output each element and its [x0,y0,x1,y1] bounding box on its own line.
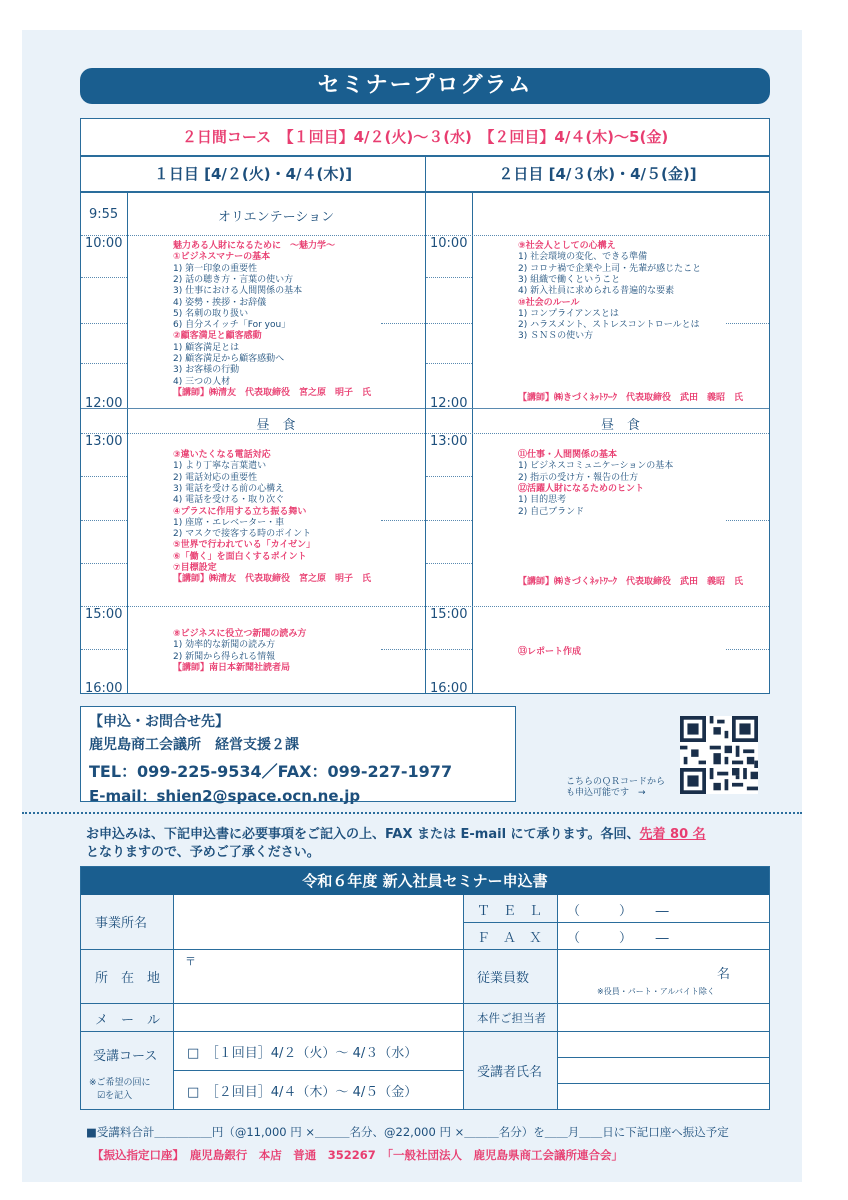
program-line: 4) 三つの人材 [173,376,231,387]
program-line: 2) 電話対応の重要性 [173,472,258,483]
time-label: 16:00 [430,681,468,696]
lunch-label: 昼 食 [256,418,296,433]
program-line: 3) 仕事における人間関係の基本 [173,286,303,297]
fax-label: Ｆ Ａ Ｘ [463,922,557,949]
program-line: 魅力ある人財になるために ～魅力学～ [173,241,336,251]
program-line: ⑤世界で行われている「カイゼン」 [173,540,316,551]
program-line: 2) 自己ブランド [518,506,585,517]
day1-schedule [80,192,426,694]
program-line: 2) 新聞から得られる情報 [173,651,276,662]
time-label: 10:00 [430,236,468,251]
program-line: 3) 組織で働くということ [518,274,621,285]
program-line: 2) 顧客満足から顧客感動へ [173,354,285,364]
attendee-field-2[interactable] [557,1057,769,1083]
tel-field[interactable]: （ ） ― [567,904,669,919]
contact-title: 【申込・お問合せ先】 [89,714,229,730]
application-form [80,866,770,1110]
attendee-field-1[interactable] [557,1031,769,1057]
day2-header: ２日目 [4/３(水)・4/５(金)] [425,156,770,192]
day1-header: １日目 [4/２(火)・4/４(木)] [80,156,426,192]
page-title: セミナープログラム [80,68,770,104]
program-line: 4) 新入社員に求められる普遍的な要素 [518,286,675,297]
program-line: ⑩社会のルール [518,297,580,308]
contact-tel[interactable]: TEL：099-225-9534／FAX：099-227-1977 [89,762,453,781]
program-line: 【講師】㈱清友 代表取締役 宮之原 明子 氏 [173,574,372,585]
employees-field[interactable]: 名 ※役員・パート・アルバイト除く [597,967,731,996]
program-line: ④プラスに作用する立ち振る舞い [173,506,307,517]
cut-line [22,812,802,814]
program-line: ⑪仕事・人間関係の基本 [518,450,618,460]
program-line: 【講師】南日本新聞社読者局 [173,662,291,673]
company-label: 事業所名 [81,895,173,949]
fee-line: ■受講料合計＿＿＿＿＿円（@11,000 円 ×＿＿＿名分、@22,000 円 ×＿＿＿名分）を＿＿月＿＿日に下記口座へ振込予定 [86,1125,729,1139]
lecturer-label: 【講師】㈱きづくﾈｯﾄﾜｰｸ 代表取締役 武田 義昭 氏 [518,577,744,587]
program-line: 1) 社会環境の変化、できる準備 [518,252,648,263]
employees-label: 従業員数 [463,949,557,1003]
form-title: 令和６年度 新入社員セミナー申込書 [81,867,769,895]
course-dates: ２日間コース 【１回目】4/２(火)～３(水) 【２回目】4/４(木)～5(金) [80,118,770,156]
program-line: 1) より丁寧な言葉遣い [173,461,267,472]
time-label: 10:00 [85,236,123,251]
contact-email[interactable]: E-mail：shien2@space.ocn.ne.jp [89,787,361,805]
program-line: ②顧客満足と顧客感動 [173,331,262,342]
program-line: 3) ＳＮＳの使い方 [518,331,594,342]
fax-field[interactable]: （ ） ― [567,931,669,946]
address-field[interactable]: 〒 [185,955,196,968]
mail-label: メ ー ル [81,1003,173,1031]
mail-field[interactable] [173,1003,463,1031]
bank-account: 【振込指定口座】 鹿児島銀行 本店 普通 352267 「一般社団法人 鹿児島県商工会議所連合会」 [92,1148,624,1162]
attendee-field-3[interactable] [557,1083,769,1109]
program-line: 1) コンプライアンスとは [518,308,619,319]
contact-person-field[interactable] [557,1003,769,1031]
program-line: 1) 座席・エレベーター・車 [173,517,285,528]
orientation-label: オリエンテーション [217,210,335,225]
contact-org: 鹿児島商工会議所 経営支援２課 [89,737,299,753]
time-label: 12:00 [430,396,468,411]
program-line: 4) 姿勢・挨拶・お辞儀 [173,297,267,308]
contact-person-label: 本件ご担当者 [463,1003,557,1031]
program-line: 2) 指示の受け方・報告の仕方 [518,472,639,483]
program-line: 1) 目的思考 [518,495,567,506]
program-line: 2) ハラスメント、ストレスコントロールとは [518,320,700,331]
program-line: 1) 顧客満足とは [173,342,240,353]
program-line: 6) 自分スイッチ「For you」 [173,320,291,331]
program-line: 5) 名刺の取り扱い [173,308,249,319]
qr-code-icon[interactable] [680,716,758,794]
program-line: ⑦目標設定 [173,563,217,573]
contact-box [80,706,516,805]
time-label: 12:00 [85,396,123,411]
tel-label: Ｔ Ｅ Ｌ [463,895,557,922]
course-option-2[interactable]: □ ［２回目］4/４（木）～ 4/５（金） [187,1085,418,1100]
program-line: 2) コロナ禍で企業や上司・先輩が感じたこと [518,263,702,274]
lunch-label: 昼 食 [600,418,640,433]
time-label: 15:00 [85,607,123,622]
time-label: 9:55 [89,207,119,222]
course-label: 受講コース ※ご希望の回に ☑を記入 [81,1031,173,1109]
application-notice: お申込みは、下記申込書に必要事項をご記入の上、FAX または E-mail にて承ります。各回、先着 80 名 となりますので、予めご了承ください。 [86,827,706,860]
time-label: 15:00 [430,607,468,622]
time-label: 13:00 [430,434,468,449]
company-field[interactable] [173,895,463,949]
program-line: ⑧ビジネスに役立つ新聞の読み方 [173,629,307,639]
time-label: 16:00 [85,681,123,696]
program-line: 2) 話の聴き方・言葉の使い方 [173,274,294,285]
program-line: 【講師】㈱清友 代表取締役 宮之原 明子 氏 [173,387,372,398]
program-line: 1) 効率的な新聞の読み方 [173,640,276,651]
program-line: ⑨社会人としての心構え [518,241,616,251]
course-option-1[interactable]: □ ［１回目］4/２（火）～ 4/３（水） [187,1046,418,1061]
program-line: 1) 第一印象の重要性 [173,263,258,274]
program-line: 2) マスクで接客する時のポイント [173,529,312,540]
program-line: ⑫活躍人財になるためのヒント [518,483,645,494]
day2-schedule [425,192,770,694]
address-label: 所 在 地 [81,949,173,1003]
qr-note: こちらのＱＲコードから も申込可能です → [566,777,666,798]
program-line: 3) お客様の行動 [173,365,240,376]
program-line: 1) ビジネスコミュニケーションの基本 [518,461,674,472]
program-line: 4) 電話を受ける・取り次ぐ [173,495,285,506]
report-label: ⑬レポート作成 [518,647,582,657]
lecturer-label: 【講師】㈱きづくﾈｯﾄﾜｰｸ 代表取締役 武田 義昭 氏 [518,393,744,403]
program-line: 3) 電話を受ける前の心構え [173,483,285,494]
attendee-label: 受講者氏名 [463,1031,557,1109]
capacity-limit: 先着 80 名 [639,827,706,842]
program-line: ③違いたくなる電話対応 [173,450,271,460]
time-label: 13:00 [85,434,123,449]
program-line: ①ビジネスマナーの基本 [173,252,271,263]
program-line: ⑥「働く」を面白くするポイント [173,551,307,562]
